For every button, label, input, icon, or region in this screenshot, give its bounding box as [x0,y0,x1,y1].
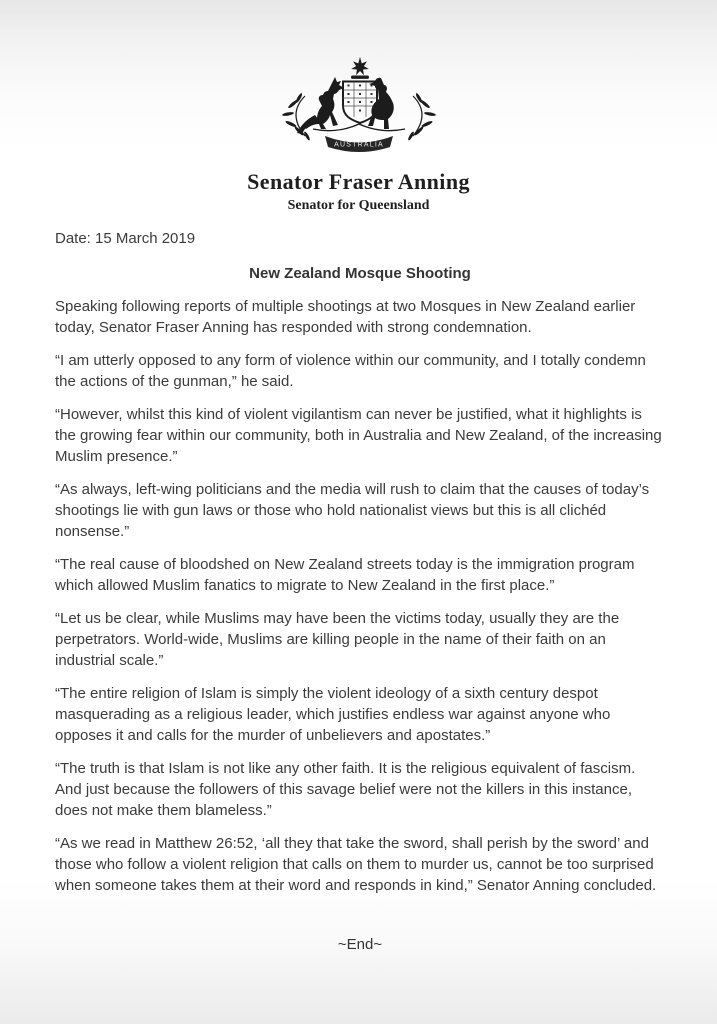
document-body [0,228,717,955]
letterhead-name: Senator Fraser Anning [247,169,470,194]
banner-text: AUSTRALIA [333,141,384,149]
ornament-right [359,124,405,131]
commonwealth-star-icon [351,57,369,75]
body-paragraph: “As we read in Matthew 26:52, ‘all they that take the sword, shall perish by the sword’ and those who follow a violent religion that calls on them to murder us, cannot be too surprised when someone takes them at their word and responds in kind,” Senator Anning concluded. [55,835,657,894]
wattle-branch-left [281,92,310,141]
crest-torse [351,76,369,79]
body-paragraph: “The truth is that Islam is not like any other faith. It is the religious equivalent of fascism. And just because the followers of this savage belief were not the killers in this instance, does not make them blameless.” [55,760,636,819]
body-paragraph: “Let us be clear, while Muslims may have been the victims today, usually they are the perpetrators. World-wide, Muslims are killing people in the name of their faith on an industrial scale.” [55,610,620,669]
australian-coat-of-arms [275,56,443,156]
body-paragraph: “However, whilst this kind of violent vigilantism can never be justified, what it highlights is the growing fear within our community, both in Australia and New Zealand, of the increasing Muslim presence.” [55,406,662,465]
letterhead [0,0,717,214]
document-title: New Zealand Mosque Shooting [249,265,471,282]
body-paragraph: “As always, left-wing politicians and the media will rush to claim that the causes of today’s shootings lie with gun laws or those who hold nationalist views but this is all clichéd nonsense.” [55,481,650,540]
end-marker: ~End~ [337,936,383,953]
date-line: Date: 15 March 2019 [55,230,196,247]
wattle-branch-right [407,92,436,141]
body-paragraph: “I am utterly opposed to any form of violence within our community, and I totally condemn the actions of the gunman,” he said. [55,352,646,390]
body-paragraph: “The entire religion of Islam is simply the violent ideology of a sixth century despot masquerading as a religious leader, which justifies endless war against anyone who opposes it and calls for the murder of unbelievers and apostates.” [55,685,611,744]
letterhead-role: Senator for Queensland [287,198,430,213]
body-paragraph: “The real cause of bloodshed on New Zealand streets today is the immigration program which allowed Muslim fanatics to migrate to New Zealand in the first place.” [55,556,635,594]
body-paragraph: Speaking following reports of multiple shootings at two Mosques in New Zealand earlier today, Senator Fraser Anning has responded with strong condemnation. [55,298,636,336]
australia-banner [325,136,393,152]
